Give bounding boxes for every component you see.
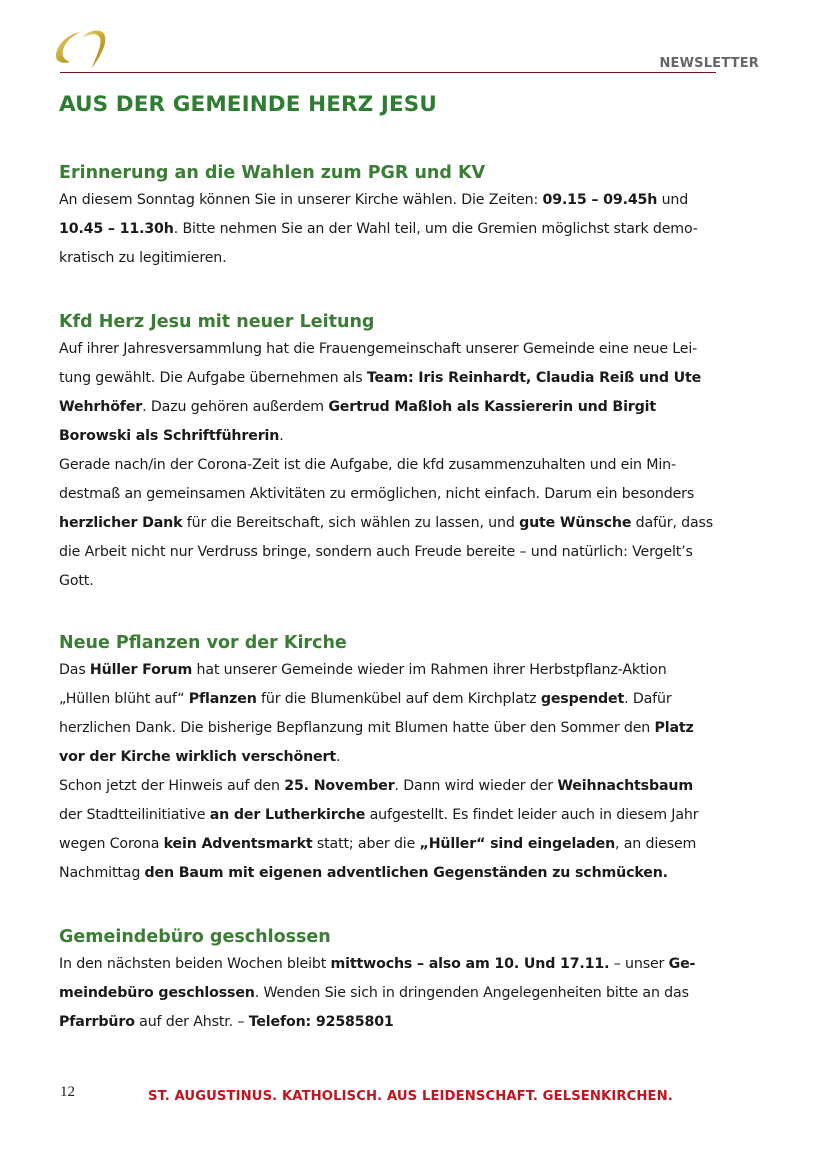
text: Schon jetzt der Hinweis auf den <box>59 778 285 794</box>
text: die Arbeit nicht nur Verdruss bringe, sondern auch Freude bereite – und natürlich: Vergelt’s <box>59 544 693 560</box>
text-line <box>59 1008 759 1037</box>
text: und <box>657 192 689 208</box>
text: dafür, dass <box>631 515 714 531</box>
bold-text: 09.15 – 09.45h <box>542 192 658 208</box>
newsletter-label: NEWSLETTER <box>659 56 759 71</box>
text: für die Blumenkübel auf dem Kirchplatz <box>256 691 541 707</box>
bold-text: Borowski als Schriftführerin <box>59 428 280 444</box>
text-line <box>59 772 759 801</box>
text-line <box>59 451 759 480</box>
text-line <box>59 714 759 743</box>
text: destmaß an gemeinsamen Aktivitäten zu ermöglichen, nicht einfach. Darum ein besonders <box>59 486 695 502</box>
bold-text: mittwochs – also am 10. Und 17.11. <box>330 956 610 972</box>
bold-text: Gertrud Maßloh als Kassiererin und Birgit <box>328 399 656 415</box>
page-title: AUS DER GEMEINDE HERZ JESU <box>59 92 437 117</box>
text: – unser <box>609 956 669 972</box>
text-line <box>59 656 759 685</box>
section-body <box>59 186 759 273</box>
section-heading: Kfd Herz Jesu mit neuer Leitung <box>59 312 375 332</box>
text: aufgestellt. Es findet leider auch in diesem Jahr <box>365 807 699 823</box>
bold-text: Hüller Forum <box>89 662 193 678</box>
text-line <box>59 422 759 451</box>
text: . Dazu gehören außerdem <box>142 399 329 415</box>
text: . <box>335 749 341 765</box>
text: herzlichen Dank. Die bisherige Bepflanzung mit Blumen hatte über den Sommer den <box>59 720 655 736</box>
header-rule <box>60 72 716 73</box>
text: . <box>279 428 284 444</box>
text: kratisch zu legitimieren. <box>59 250 227 266</box>
text-line <box>59 186 759 215</box>
text: hat unserer Gemeinde wieder im Rahmen ihrer Herbstpflanz-Aktion <box>192 662 667 678</box>
bold-text: den Baum mit eigenen adventlichen Gegenständen zu schmücken. <box>144 865 668 881</box>
bold-text: 25. November <box>284 778 395 794</box>
golden-heart-logo-icon <box>52 24 112 72</box>
text: tung gewählt. Die Aufgabe übernehmen als <box>59 370 367 386</box>
text-line <box>59 244 759 273</box>
bold-text: an der Lutherkirche <box>209 807 366 823</box>
text: An diesem Sonntag können Sie in unserer Kirche wählen. Die Zeiten: <box>59 192 543 208</box>
text: Auf ihrer Jahresversammlung hat die Frauengemeinschaft unserer Gemeinde eine neue Lei- <box>59 341 698 357</box>
bold-text: Ge- <box>668 956 696 972</box>
text: Gerade nach/in der Corona-Zeit ist die Aufgabe, die kfd zusammenzuhalten und ein Min- <box>59 457 676 473</box>
text: Gott. <box>59 573 94 589</box>
text-line <box>59 335 759 364</box>
section-body <box>59 950 759 1037</box>
section-kfd <box>59 309 759 596</box>
text-line <box>59 743 759 772</box>
text: statt; aber die <box>312 836 420 852</box>
bold-text: Pfarrbüro <box>59 1014 135 1030</box>
text-line <box>59 509 759 538</box>
bold-text: Team: Iris Reinhardt, Claudia Reiß und Ute <box>366 370 702 386</box>
section-heading: Neue Pflanzen vor der Kirche <box>59 633 347 653</box>
bold-text: Pflanzen <box>188 691 257 707</box>
bold-text: „Hüller“ sind eingeladen <box>419 836 616 852</box>
text-line <box>59 567 759 596</box>
text: wegen Corona <box>59 836 164 852</box>
bold-text: Weihnachtsbaum <box>557 778 693 794</box>
bold-text: gute Wünsche <box>519 515 632 531</box>
text-line <box>59 859 759 888</box>
section-wahlen <box>59 160 759 273</box>
text-line <box>59 538 759 567</box>
section-body <box>59 656 759 888</box>
bold-text: Telefon: 92585801 <box>248 1014 394 1030</box>
bold-text: herzlicher Dank <box>59 515 183 531</box>
bold-text: meindebüro geschlossen <box>59 985 255 1001</box>
text-line <box>59 215 759 244</box>
bold-text: Platz <box>654 720 694 736</box>
text: Das <box>59 662 90 678</box>
text: . Dann wird wieder der <box>394 778 558 794</box>
text: . Wenden Sie sich in dringenden Angelegenheiten bitte an das <box>254 985 689 1001</box>
section-heading: Gemeindebüro geschlossen <box>59 927 331 947</box>
text-line <box>59 480 759 509</box>
text: „Hüllen blüht auf“ <box>59 691 189 707</box>
section-body <box>59 335 759 596</box>
bold-text: Wehrhöfer <box>59 399 143 415</box>
text-line <box>59 393 759 422</box>
text-line <box>59 830 759 859</box>
section-gemeindebuero <box>59 924 759 1037</box>
text: auf der Ahstr. – <box>134 1014 249 1030</box>
text: der Stadtteilinitiative <box>59 807 210 823</box>
footer-slogan: ST. AUGUSTINUS. KATHOLISCH. AUS LEIDENSCHAFT. GELSENKIRCHEN. <box>148 1089 673 1104</box>
bold-text: 10.45 – 11.30h <box>59 221 174 237</box>
text: . Bitte nehmen Sie an der Wahl teil, um die Gremien möglichst stark demo- <box>173 221 698 237</box>
text-line <box>59 801 759 830</box>
text-line <box>59 685 759 714</box>
text-line <box>59 950 759 979</box>
text: Nachmittag <box>59 865 145 881</box>
text-line <box>59 979 759 1008</box>
text: . Dafür <box>624 691 672 707</box>
section-pflanzen <box>59 630 759 888</box>
section-heading: Erinnerung an die Wahlen zum PGR und KV <box>59 163 486 183</box>
text-line <box>59 364 759 393</box>
text: In den nächsten beiden Wochen bleibt <box>59 956 331 972</box>
bold-text: gespendet <box>540 691 625 707</box>
bold-text: vor der Kirche wirklich verschönert <box>59 749 336 765</box>
bold-text: kein Adventsmarkt <box>163 836 313 852</box>
text: für die Bereitschaft, sich wählen zu lassen, und <box>182 515 520 531</box>
page-number: 12 <box>60 1084 75 1100</box>
text: , an diesem <box>615 836 697 852</box>
